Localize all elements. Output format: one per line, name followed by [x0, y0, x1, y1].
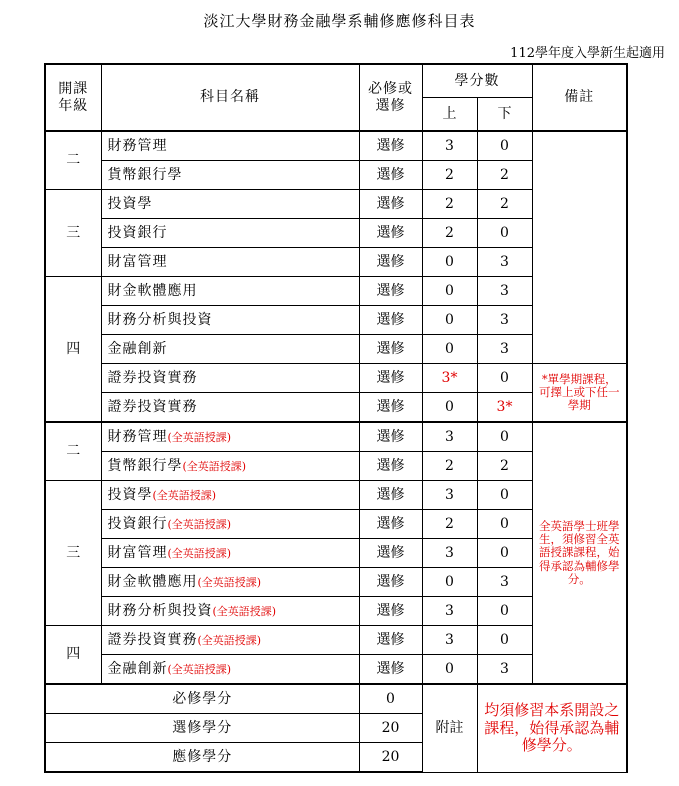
footnote-text: 均須修習本系開設之課程，始得承認為輔修學分。: [477, 684, 627, 772]
credits-lower: 0: [477, 597, 532, 626]
credits-upper: 3: [422, 539, 477, 568]
course-name: 投資學: [101, 190, 359, 219]
required-credits-label: 必修學分: [45, 684, 359, 714]
credits-lower: 3: [477, 248, 532, 277]
credits-upper: 3: [422, 422, 477, 452]
credits-lower: 0: [477, 510, 532, 539]
course-name: 投資銀行: [101, 219, 359, 248]
course-type: 選修: [359, 306, 422, 335]
credits-lower: 0: [477, 219, 532, 248]
lower-semester-header: 下: [477, 98, 532, 132]
grade-cell: 三: [45, 481, 101, 626]
credits-lower: 0: [477, 539, 532, 568]
credits-lower: 0: [477, 481, 532, 510]
credits-upper: 0: [422, 277, 477, 306]
grade-cell: 二: [45, 422, 101, 481]
course-type: 選修: [359, 393, 422, 423]
credits-upper: 3*: [422, 364, 477, 393]
course-header: 科目名稱: [101, 64, 359, 131]
credits-upper: 2: [422, 190, 477, 219]
course-type: 選修: [359, 626, 422, 655]
course-type: 選修: [359, 190, 422, 219]
course-name: 財富管理: [101, 248, 359, 277]
grade-cell: 三: [45, 190, 101, 277]
credits-lower: 3: [477, 277, 532, 306]
course-name: 財務分析與投資(全英語授課): [101, 597, 359, 626]
applicability-note: 112學年度入學新生起適用: [510, 46, 665, 61]
credits-lower: 3: [477, 568, 532, 597]
grade-cell: 四: [45, 626, 101, 685]
single-semester-note: *單學期課程，可擇上或下任一學期: [532, 364, 627, 423]
english-program-note: 全英語學士班學生，須修習全英語授課課程，始得承認為輔修學分。: [532, 422, 627, 684]
credits-upper: 0: [422, 306, 477, 335]
english-taught-tag: (全英語授課): [167, 662, 232, 676]
credits-lower: 0: [477, 364, 532, 393]
remarks-cell: [532, 131, 627, 364]
credits-upper: 3: [422, 597, 477, 626]
credits-lower: 3: [477, 306, 532, 335]
course-table: [44, 63, 628, 773]
footnote-label: 附註: [422, 684, 477, 772]
course-name: 財務管理(全英語授課): [101, 422, 359, 452]
total-credits-value: 20: [359, 743, 422, 773]
course-type: 選修: [359, 248, 422, 277]
course-name: 投資學(全英語授課): [101, 481, 359, 510]
credits-lower: 0: [477, 422, 532, 452]
grade-header: 開課 年級: [45, 64, 101, 131]
credits-lower: 3*: [477, 393, 532, 423]
course-type: 選修: [359, 161, 422, 190]
course-type: 選修: [359, 452, 422, 481]
credits-upper: 2: [422, 219, 477, 248]
course-name: 投資銀行(全英語授課): [101, 510, 359, 539]
course-type: 選修: [359, 131, 422, 161]
credits-lower: 2: [477, 452, 532, 481]
credits-upper: 0: [422, 335, 477, 364]
total-credits-label: 應修學分: [45, 743, 359, 773]
credits-upper: 3: [422, 131, 477, 161]
credits-upper: 3: [422, 481, 477, 510]
credits-header: 學分數: [422, 64, 532, 98]
credits-lower: 3: [477, 335, 532, 364]
course-type: 選修: [359, 597, 422, 626]
table-row: [45, 422, 627, 452]
credits-upper: 0: [422, 655, 477, 685]
credits-lower: 2: [477, 161, 532, 190]
english-taught-tag: (全英語授課): [167, 517, 232, 531]
credits-upper: 0: [422, 393, 477, 423]
grade-cell: 四: [45, 277, 101, 423]
required-credits-value: 0: [359, 684, 422, 714]
english-taught-tag: (全英語授課): [197, 633, 262, 647]
upper-semester-header: 上: [422, 98, 477, 132]
course-type: 選修: [359, 510, 422, 539]
course-name: 證券投資實務(全英語授課): [101, 626, 359, 655]
table-row: [45, 131, 627, 161]
course-name: 財金軟體應用: [101, 277, 359, 306]
course-type: 選修: [359, 655, 422, 685]
credits-upper: 0: [422, 248, 477, 277]
english-taught-tag: (全英語授課): [212, 604, 277, 618]
english-taught-tag: (全英語授課): [167, 430, 232, 444]
course-type: 選修: [359, 422, 422, 452]
credits-upper: 2: [422, 452, 477, 481]
type-header: 必修或 選修: [359, 64, 422, 131]
english-taught-tag: (全英語授課): [182, 459, 247, 473]
english-taught-tag: (全英語授課): [197, 575, 262, 589]
course-type: 選修: [359, 335, 422, 364]
course-type: 選修: [359, 364, 422, 393]
course-type: 選修: [359, 539, 422, 568]
course-name: 貨幣銀行學(全英語授課): [101, 452, 359, 481]
course-name: 貨幣銀行學: [101, 161, 359, 190]
course-type: 選修: [359, 481, 422, 510]
page-title: 淡江大學財務金融學系輔修應修科目表: [203, 12, 476, 30]
course-name: 證券投資實務: [101, 393, 359, 423]
course-type: 選修: [359, 277, 422, 306]
course-type: 選修: [359, 219, 422, 248]
credits-lower: 0: [477, 131, 532, 161]
elective-credits-label: 選修學分: [45, 714, 359, 743]
header-row: [45, 64, 627, 98]
credits-lower: 3: [477, 655, 532, 685]
course-name: 財富管理(全英語授課): [101, 539, 359, 568]
english-taught-tag: (全英語授課): [167, 546, 232, 560]
credits-upper: 2: [422, 161, 477, 190]
course-name: 金融創新: [101, 335, 359, 364]
course-name: 證券投資實務: [101, 364, 359, 393]
credits-upper: 2: [422, 510, 477, 539]
summary-row: [45, 684, 627, 714]
course-type: 選修: [359, 568, 422, 597]
course-name: 財務管理: [101, 131, 359, 161]
table-row: [45, 364, 627, 393]
elective-credits-value: 20: [359, 714, 422, 743]
course-name: 財務分析與投資: [101, 306, 359, 335]
credits-lower: 0: [477, 626, 532, 655]
remarks-header: 備註: [532, 64, 627, 131]
grade-cell: 二: [45, 131, 101, 190]
credits-upper: 0: [422, 568, 477, 597]
credits-upper: 3: [422, 626, 477, 655]
english-taught-tag: (全英語授課): [152, 488, 217, 502]
course-name: 財金軟體應用(全英語授課): [101, 568, 359, 597]
credits-lower: 2: [477, 190, 532, 219]
course-name: 金融創新(全英語授課): [101, 655, 359, 685]
